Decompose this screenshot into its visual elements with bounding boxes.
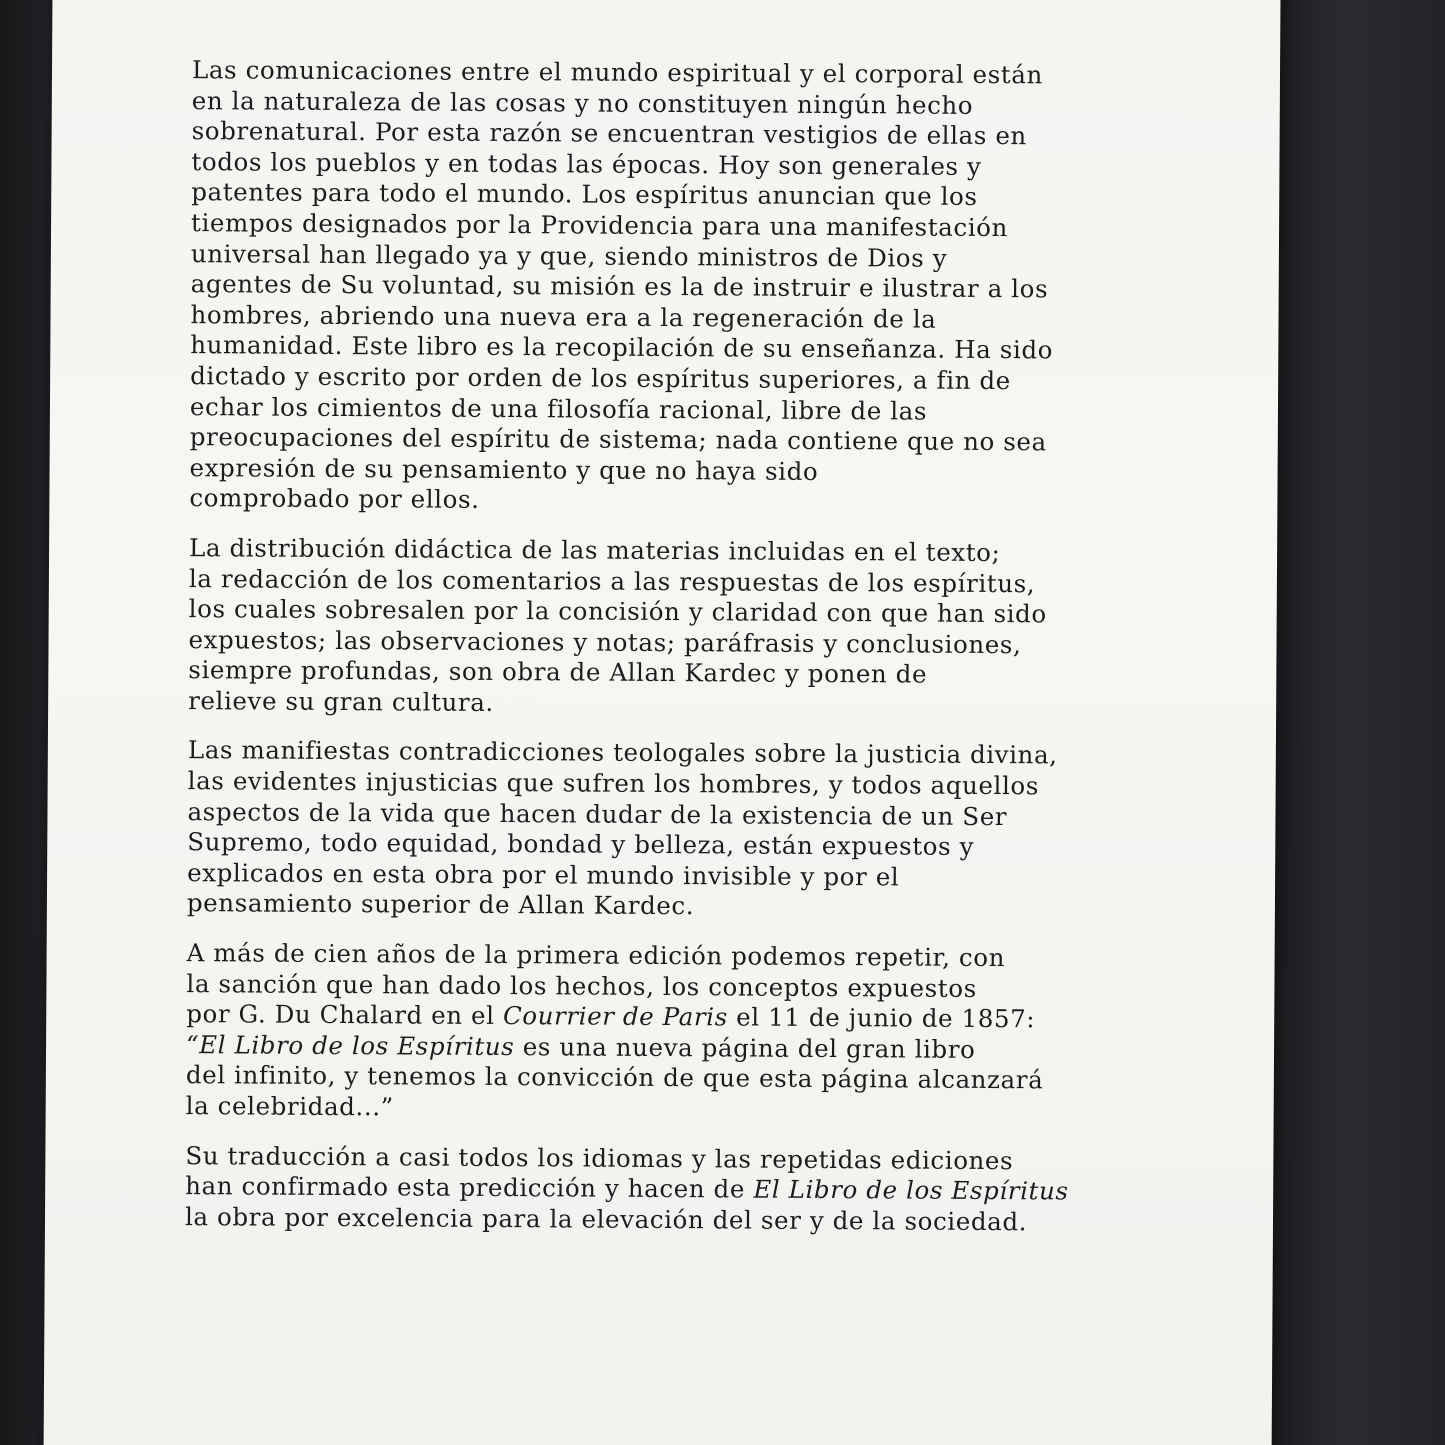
text-line: agentes de Su voluntad, su misión es la de instruir e ilustrar a los (190, 269, 1049, 304)
text-line: los cuales sobresalen por la concisión y claridad con que han sido (188, 594, 1047, 629)
text-line: preocupaciones del espíritu de sistema; nada contiene que no sea (189, 422, 1047, 457)
text-line: Las manifiestas contradicciones teologales sobre la justicia divina, (187, 735, 1058, 770)
paragraph-4 (186, 938, 1197, 1128)
newspaper-title: Courrier de Paris (502, 1001, 728, 1032)
book-title: El Libro de los Espíritus (753, 1174, 1069, 1206)
text-fragment: es una nueva página del gran libro (514, 1031, 976, 1064)
text-line: las evidentes injusticias que sufren los hombres, y todos aquellos (187, 766, 1040, 801)
text-line: la celebridad...” (185, 1091, 394, 1122)
text-line: patentes para todo el mundo. Los espíritus anuncian que los (191, 177, 978, 212)
text-line: explicados en esta obra por el mundo invisible y por el (187, 857, 900, 892)
book-title: “El Libro de los Espíritus (185, 1029, 515, 1061)
text-line: todos los pueblos y en todas las épocas. Hoy son generales y (191, 146, 982, 181)
text-line: la obra por excelencia para la elevación del ser y de la sociedad. (184, 1201, 1028, 1237)
text-line: dictado y escrito por orden de los espíritus superiores, a fin de (190, 361, 1011, 396)
text-line: aspectos de la vida que hacen dudar de la existencia de un Ser (187, 796, 1008, 831)
text-line: siempre profundas, son obra de Allan Kardec y ponen de (188, 655, 928, 689)
text-line: tiempos designados por la Providencia para una manifestación (191, 208, 1009, 243)
text-line: Su traducción a casi todos los idiomas y las repetidas ediciones (185, 1140, 1014, 1175)
text-line: expresión de su pensamiento y que no haya sido (189, 452, 819, 486)
book-back-cover (43, 0, 1280, 1445)
text-line: La distribución didáctica de las materias incluidas en el texto; (189, 533, 1001, 567)
paragraph-2 (188, 533, 1199, 723)
text-line: echar los cimientos de una filosofía racional, libre de las (189, 391, 928, 426)
text-line: en la naturaleza de las cosas y no constituyen ningún hecho (191, 85, 974, 120)
text-line: Las comunicaciones entre el mundo espiritual y el corporal están (191, 55, 1043, 90)
paragraph-1 (189, 55, 1202, 520)
text-line: humanidad. Este libro es la recopilación de su enseñanza. Ha sido (190, 330, 1054, 365)
dark-background (1270, 0, 1445, 1445)
text-line: expuestos; las observaciones y notas; paráfrasis y conclusiones, (188, 624, 1022, 659)
text-fragment: por G. Du Chalard en el (186, 999, 504, 1031)
paragraph-3 (187, 736, 1198, 926)
back-cover-text (185, 55, 1202, 1258)
text-fragment: el 11 de junio de 1857: (727, 1002, 1036, 1034)
text-line: comprobado por ellos. (189, 483, 480, 515)
text-line: relieve su gran cultura. (188, 685, 494, 717)
text-line: pensamiento superior de Allan Kardec. (186, 888, 695, 921)
text-line: A más de cien años de la primera edición podemos repetir, con (186, 938, 1006, 973)
paragraph-5 (185, 1141, 1196, 1239)
text-line: del infinito, y tenemos la convicción de que esta página alcanzará (185, 1060, 1044, 1095)
text-line: Supremo, todo equidad, bondad y belleza, están expuestos y (187, 827, 975, 862)
text-line: universal han llegado ya y que, siendo ministros de Dios y (190, 238, 948, 273)
text-line: sobrenatural. Por esta razón se encuentran vestigios de ellas en (191, 116, 1027, 151)
text-fragment: han confirmado esta predicción y hacen de (185, 1171, 754, 1204)
text-line: la redacción de los comentarios a las respuestas de los espíritus, (188, 563, 1036, 598)
text-line: hombres, abriendo una nueva era a la regeneración de la (190, 299, 937, 334)
text-line: la sanción que han dado los hechos, los conceptos expuestos (186, 968, 977, 1003)
